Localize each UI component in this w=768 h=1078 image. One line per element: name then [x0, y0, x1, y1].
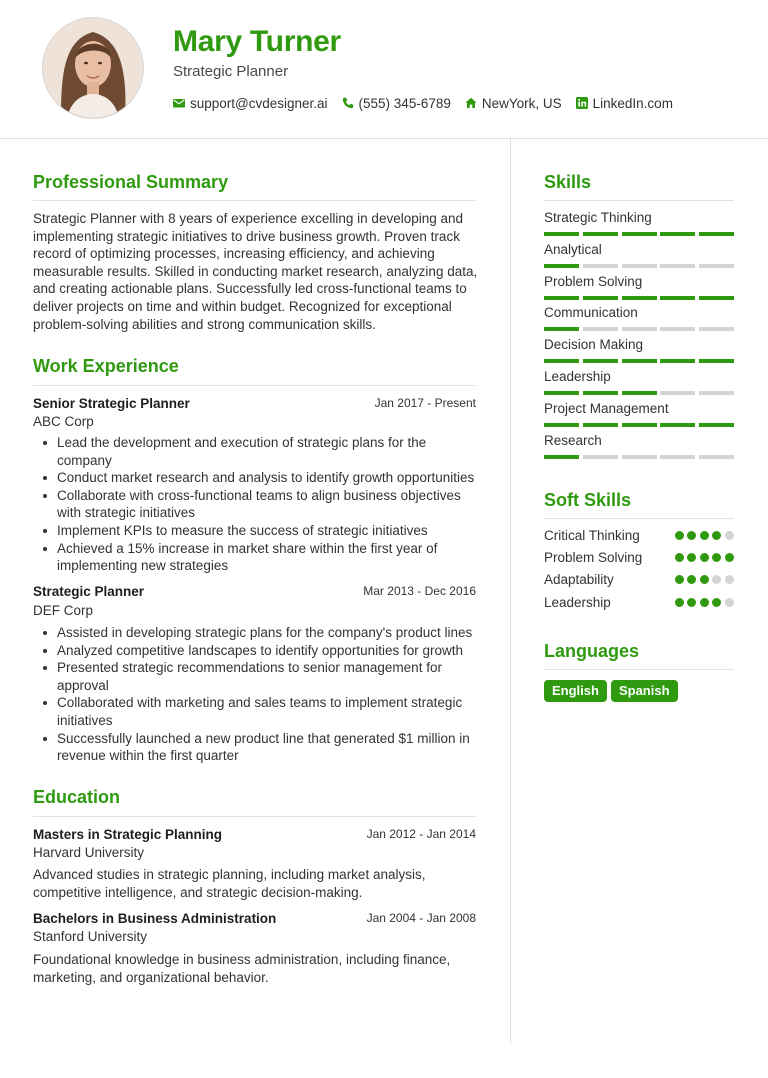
skill-name: Leadership [544, 368, 611, 384]
skill-name: Problem Solving [544, 273, 643, 289]
list-item: Conduct market research and analysis to identify growth opportunities [33, 469, 478, 487]
skill-item [544, 433, 734, 465]
list-item: Presented strategic recommendations to senior management for approval [33, 659, 478, 694]
skill-item [544, 210, 734, 242]
rating-dot-filled [675, 575, 684, 584]
education-description: Advanced studies in strategic planning, including market analysis, competitive intelligence, and strategic decision-making. [33, 867, 426, 900]
resume-header [0, 0, 768, 139]
level-segment-filled [544, 391, 579, 395]
list-item: Collaborate with cross-functional teams to align business objectives with strategic initiatives [33, 487, 478, 522]
experience-heading: Work Experience [33, 356, 179, 376]
job-date: Jan 2017 - Present [374, 396, 476, 410]
level-segment-filled [544, 296, 579, 300]
soft-skills-divider [544, 518, 734, 519]
level-segment-filled [622, 423, 657, 427]
soft-skill-item [544, 572, 734, 594]
skills-list [544, 210, 734, 464]
list-item: Achieved a 15% increase in market share within the first year of implementing new strategies [33, 540, 478, 575]
avatar [42, 17, 144, 119]
rating-dot-filled [712, 553, 721, 562]
level-segment-filled [660, 359, 695, 363]
skill-level-bar [544, 423, 734, 427]
level-segment-filled [699, 296, 734, 300]
education-heading: Education [33, 787, 121, 807]
skill-item [544, 369, 734, 401]
level-segment-empty [583, 327, 618, 331]
skill-level-bar [544, 232, 734, 236]
soft-skill-rating [671, 531, 734, 540]
skill-name: Strategic Thinking [544, 210, 652, 225]
languages-list [544, 680, 682, 702]
list-item: Assisted in developing strategic plans for the company's product lines [33, 624, 478, 642]
contact-email-text: support@cvdesigner.ai [190, 95, 328, 111]
level-segment-filled [544, 423, 579, 427]
level-segment-filled [583, 296, 618, 300]
skill-level-bar [544, 296, 734, 300]
list-item: Analyzed competitive landscapes to identify opportunities for growth [33, 642, 478, 660]
skill-item [544, 401, 734, 433]
soft-skill-name: Adaptability [544, 572, 614, 588]
skill-item [544, 274, 734, 306]
job-company: ABC Corp [33, 414, 94, 429]
summary-divider [33, 200, 476, 201]
skill-name: Communication [544, 305, 638, 321]
languages-heading: Languages [544, 641, 640, 661]
soft-skill-item [544, 550, 734, 572]
skill-level-bar [544, 455, 734, 459]
rating-dot-filled [675, 531, 684, 540]
phone-icon [342, 97, 354, 109]
languages-divider [544, 669, 734, 670]
rating-dot-filled [687, 553, 696, 562]
rating-dot-filled [700, 575, 709, 584]
skill-name: Analytical [544, 241, 602, 257]
skill-item [544, 337, 734, 369]
contact-location [465, 96, 562, 111]
job-header [33, 584, 476, 602]
soft-skill-name: Problem Solving [544, 550, 643, 566]
skill-item [544, 305, 734, 337]
contact-email[interactable] [173, 96, 328, 111]
soft-skill-item [544, 595, 734, 617]
level-segment-empty [699, 455, 734, 459]
language-badge: Spanish [611, 680, 678, 702]
level-segment-filled [622, 296, 657, 300]
level-segment-empty [660, 264, 695, 268]
level-segment-empty [660, 327, 695, 331]
level-segment-empty [622, 455, 657, 459]
soft-skill-name: Leadership [544, 594, 611, 610]
rating-dot-filled [700, 553, 709, 562]
skill-name: Research [544, 432, 602, 448]
experience-divider [33, 385, 476, 386]
education-header [33, 827, 476, 845]
contact-linkedin[interactable] [576, 96, 673, 111]
level-segment-filled [544, 359, 579, 363]
level-segment-empty [699, 391, 734, 395]
rating-dot-filled [700, 531, 709, 540]
job-bullets [33, 434, 478, 575]
job-role: Senior Strategic Planner [33, 396, 190, 411]
contact-phone[interactable] [342, 96, 451, 111]
rating-dot-filled [687, 531, 696, 540]
level-segment-filled [660, 423, 695, 427]
summary-heading: Professional Summary [33, 172, 229, 192]
level-segment-filled [544, 264, 579, 268]
rating-dot-filled [712, 531, 721, 540]
profile-photo [43, 18, 143, 118]
skill-level-bar [544, 327, 734, 331]
rating-dot-filled [687, 575, 696, 584]
education-degree: Bachelors in Business Administration [33, 911, 277, 926]
education-description: Foundational knowledge in business administration, including finance, marketing, and organizational behavior. [33, 952, 451, 985]
soft-skill-name: Critical Thinking [544, 528, 640, 543]
job-bullets [33, 624, 478, 765]
skill-level-bar [544, 359, 734, 363]
column-divider [510, 139, 511, 1043]
education-header [33, 911, 476, 929]
skill-level-bar [544, 264, 734, 268]
soft-skill-item [544, 528, 734, 550]
level-segment-filled [583, 423, 618, 427]
level-segment-filled [583, 359, 618, 363]
list-item: Collaborated with marketing and sales teams to implement strategic initiatives [33, 694, 478, 729]
envelope-icon [173, 97, 185, 109]
job-role: Strategic Planner [33, 584, 145, 599]
candidate-name: Mary Turner [173, 25, 341, 58]
job-company: DEF Corp [33, 603, 94, 618]
skill-level-bar [544, 391, 734, 395]
rating-dot-empty [725, 531, 734, 540]
skill-name: Project Management [544, 400, 669, 416]
education-divider [33, 816, 476, 817]
education-degree: Masters in Strategic Planning [33, 827, 223, 842]
job-date: Mar 2013 - Dec 2016 [363, 584, 476, 598]
level-segment-filled [660, 296, 695, 300]
soft-skill-rating [671, 575, 734, 584]
rating-dot-filled [675, 553, 684, 562]
level-segment-filled [622, 359, 657, 363]
skills-divider [544, 200, 734, 201]
level-segment-filled [583, 232, 618, 236]
home-icon [465, 97, 477, 109]
contact-linkedin-text: LinkedIn.com [592, 95, 673, 111]
level-segment-filled [699, 359, 734, 363]
level-segment-filled [544, 327, 579, 331]
level-segment-empty [660, 455, 695, 459]
list-item: Lead the development and execution of strategic plans for the company [33, 434, 478, 469]
soft-skill-rating [671, 553, 734, 562]
skills-heading: Skills [544, 172, 592, 192]
skill-name: Decision Making [544, 337, 644, 353]
level-segment-filled [544, 232, 579, 236]
list-item: Successfully launched a new product line that generated $1 million in revenue within the first quarter [33, 730, 478, 765]
level-segment-filled [544, 455, 579, 459]
rating-dot-empty [725, 575, 734, 584]
soft-skill-rating [671, 598, 734, 607]
level-segment-empty [622, 264, 657, 268]
soft-skills-list [544, 528, 734, 617]
level-segment-empty [699, 264, 734, 268]
skill-item [544, 242, 734, 274]
language-badge: English [544, 680, 607, 702]
level-segment-filled [622, 391, 657, 395]
summary-text: Strategic Planner with 8 years of experience excelling in developing and implementing strategic initiatives to drive business growth. Proven track record of optimizing processes, increasing efficiency, and achieving measurable results. Skilled in conducting market research, analyzing data, and creating actionable plans. Successfully led cross-functional teams to deliver projects on time and within budget. Recognized for exceptional problem-solving abilities and strong communication skills. [33, 211, 478, 332]
level-segment-empty [660, 391, 695, 395]
level-segment-empty [699, 327, 734, 331]
education-date: Jan 2012 - Jan 2014 [366, 827, 476, 841]
level-segment-filled [699, 423, 734, 427]
level-segment-filled [660, 232, 695, 236]
rating-dot-filled [687, 598, 696, 607]
linkedin-icon [576, 97, 588, 109]
education-date: Jan 2004 - Jan 2008 [366, 911, 476, 925]
level-segment-empty [583, 264, 618, 268]
education-school: Harvard University [33, 845, 145, 860]
rating-dot-filled [725, 553, 734, 562]
contact-bar [173, 94, 687, 112]
job-header [33, 396, 476, 414]
level-segment-filled [622, 232, 657, 236]
level-segment-empty [622, 327, 657, 331]
candidate-title: Strategic Planner [173, 63, 289, 80]
education-school: Stanford University [33, 929, 148, 944]
list-item: Implement KPIs to measure the success of strategic initiatives [33, 522, 478, 540]
contact-phone-text: (555) 345-6789 [358, 95, 451, 111]
rating-dot-filled [700, 598, 709, 607]
rating-dot-empty [725, 598, 734, 607]
rating-dot-filled [712, 598, 721, 607]
level-segment-filled [699, 232, 734, 236]
rating-dot-filled [675, 598, 684, 607]
soft-skills-heading: Soft Skills [544, 490, 632, 510]
level-segment-filled [583, 391, 618, 395]
level-segment-empty [583, 455, 618, 459]
rating-dot-empty [712, 575, 721, 584]
contact-location-text: NewYork, US [481, 95, 562, 111]
